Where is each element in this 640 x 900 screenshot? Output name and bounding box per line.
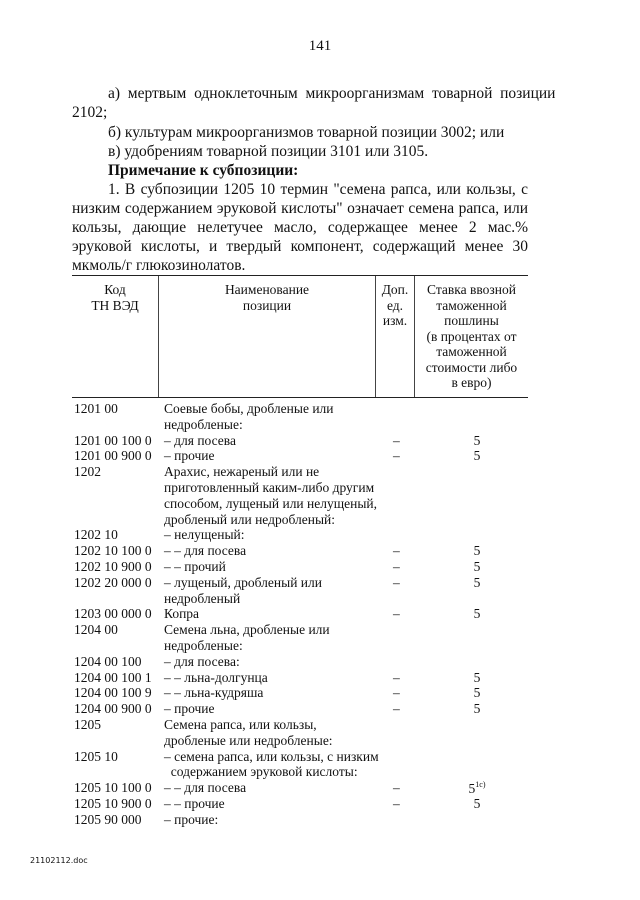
row-rate xyxy=(466,559,488,575)
row-name: – – льна-долгунца xyxy=(164,669,268,685)
paragraph-b: б) культурам микроорганизмов товарной позиции 3002; или xyxy=(108,124,505,141)
header-unit-line: Доп. xyxy=(381,282,409,297)
row-name: – лущеный, дробленый или xyxy=(164,574,322,590)
row-name: Семена рапса, или кользы, xyxy=(164,717,317,732)
row-name: – семена рапса, или кользы, с низким xyxy=(164,748,379,764)
row-code: 1204 00 xyxy=(74,622,118,638)
row-name: приготовленный каким-либо другим xyxy=(164,480,375,495)
row-unit: – xyxy=(393,543,400,559)
row-rate-value: 5 xyxy=(473,432,481,448)
note-1: 1. В субпозиции 1205 10 термин "семена рапса, или кользы, с низким содержанием эруковой кислоты" означает семена рапса, или кользы, дающие нелетучее масло, содержащее менее 2 мас.% эруковой кислоты, и твердый компонент, содержащий менее 30 мкмоль/г глюкозинолатов. xyxy=(72,181,528,274)
row-code: 1205 xyxy=(74,717,101,732)
row-code: 1205 10 xyxy=(74,748,118,764)
note-title: Примечание к субпозиции: xyxy=(108,162,299,179)
row-code: 1202 xyxy=(74,464,101,480)
header-rate-line: таможенной xyxy=(436,344,507,359)
row-name: Арахис, нежареный или не xyxy=(164,464,320,480)
page-number: 141 xyxy=(308,38,332,54)
header-name-line: Наименование xyxy=(224,282,310,297)
row-name: – для посева xyxy=(164,432,236,448)
row-name: – для посева: xyxy=(164,653,240,669)
row-rate-value: 5 xyxy=(473,448,481,464)
table-top-rule xyxy=(72,275,528,276)
row-name: – – для посева xyxy=(164,780,247,796)
row-code: 1201 00 xyxy=(74,401,118,416)
row-code: 1202 10 900 0 xyxy=(74,559,152,574)
row-unit: – xyxy=(393,796,400,811)
row-code: 1205 10 900 0 xyxy=(74,796,152,811)
row-code: 1204 00 900 0 xyxy=(74,701,152,717)
row-code: 1204 00 100 1 xyxy=(74,669,152,685)
row-unit: – xyxy=(393,559,400,574)
header-rate-line: Ставка ввозной xyxy=(427,282,516,297)
row-unit: – xyxy=(393,574,400,590)
row-name: – – льна-кудряша xyxy=(164,685,264,701)
header-rate-line: стоимости либо xyxy=(425,359,518,375)
header-rate-line: в евро) xyxy=(451,375,492,390)
row-rate xyxy=(466,448,488,464)
header-unit-line: изм. xyxy=(382,313,408,328)
row-name: дробленые или недробленые: xyxy=(164,732,333,748)
row-name: – – для посева xyxy=(164,543,247,559)
header-rate xyxy=(415,282,528,391)
row-name: Соевые бобы, дробленые или xyxy=(164,401,334,416)
row-name: дробленый или недробленый: xyxy=(164,511,336,527)
paragraph-a-text: а) мертвым одноклеточным микроорганизмам товарной позиции 2102; xyxy=(72,85,556,121)
row-unit: – xyxy=(393,669,400,685)
row-name: содержанием эруковой кислоты: xyxy=(164,764,358,780)
paragraph-a xyxy=(72,84,556,122)
header-rate-line: таможенной xyxy=(436,297,507,313)
row-code: 1205 90 000 xyxy=(74,811,142,827)
row-unit: – xyxy=(393,432,400,448)
row-rate xyxy=(466,433,488,449)
row-code: 1201 00 900 0 xyxy=(74,448,152,464)
row-code: 1202 10 100 0 xyxy=(74,543,152,559)
header-rate-line: (в процентах от xyxy=(426,328,517,344)
row-rate xyxy=(466,543,488,559)
row-rate xyxy=(466,685,488,701)
row-unit: – xyxy=(393,448,400,464)
header-unit-line: ед. xyxy=(386,297,404,313)
row-code: 1202 10 xyxy=(74,527,118,543)
row-rate xyxy=(466,796,488,812)
row-code: 1204 00 100 9 xyxy=(74,685,152,701)
row-code: 1201 00 100 0 xyxy=(74,432,152,448)
row-name: Семена льна, дробленые или xyxy=(164,622,330,638)
header-code-line: ТН ВЭД xyxy=(91,297,139,313)
row-rate xyxy=(466,575,488,591)
row-name: недробленые: xyxy=(164,416,243,432)
table-header-rule xyxy=(72,397,528,398)
footer-filename: 21102112.doc xyxy=(30,856,88,865)
row-rate xyxy=(466,701,488,717)
row-unit: – xyxy=(393,606,400,622)
row-rate xyxy=(466,780,488,797)
row-name: Копра xyxy=(164,606,200,622)
row-rate-value: 5 xyxy=(473,796,481,811)
row-rate-value: 5 xyxy=(473,559,481,574)
row-unit: – xyxy=(393,780,400,796)
row-name: недробленые: xyxy=(164,638,243,653)
row-name: недробленый xyxy=(164,590,241,606)
row-rate-footnote: 1с) xyxy=(475,780,486,790)
row-rate-value: 5 xyxy=(468,781,476,797)
row-code: 1203 00 000 0 xyxy=(74,606,152,622)
row-rate xyxy=(466,670,488,686)
row-name: – прочие xyxy=(164,448,215,464)
row-name: – прочие xyxy=(164,701,215,717)
row-rate-value: 5 xyxy=(473,606,481,622)
row-rate-value: 5 xyxy=(473,685,481,701)
row-rate-value: 5 xyxy=(473,669,481,685)
row-name: – нелущеный: xyxy=(164,527,245,543)
row-rate-value: 5 xyxy=(473,701,481,717)
header-code xyxy=(72,282,158,313)
row-unit: – xyxy=(393,701,400,717)
row-name: – прочие: xyxy=(164,811,219,827)
row-rate xyxy=(466,606,488,622)
header-name xyxy=(159,282,375,313)
row-code: 1202 20 000 0 xyxy=(74,574,152,590)
row-code: 1204 00 100 xyxy=(74,653,142,669)
header-unit xyxy=(376,282,414,329)
row-name: способом, лущеный или нелущеный, xyxy=(164,495,378,511)
row-name: – – прочие xyxy=(164,796,225,811)
row-unit: – xyxy=(393,685,400,701)
row-code: 1205 10 100 0 xyxy=(74,780,152,796)
paragraph-c: в) удобрениям товарной позиции 3101 или 3105. xyxy=(108,143,429,160)
row-rate-value: 5 xyxy=(473,543,481,559)
row-rate-value: 5 xyxy=(473,574,481,590)
row-name: – – прочий xyxy=(164,559,226,574)
header-rate-line: пошлины xyxy=(444,313,499,328)
header-name-line: позиции xyxy=(242,297,292,313)
header-code-line: Код xyxy=(104,282,126,297)
